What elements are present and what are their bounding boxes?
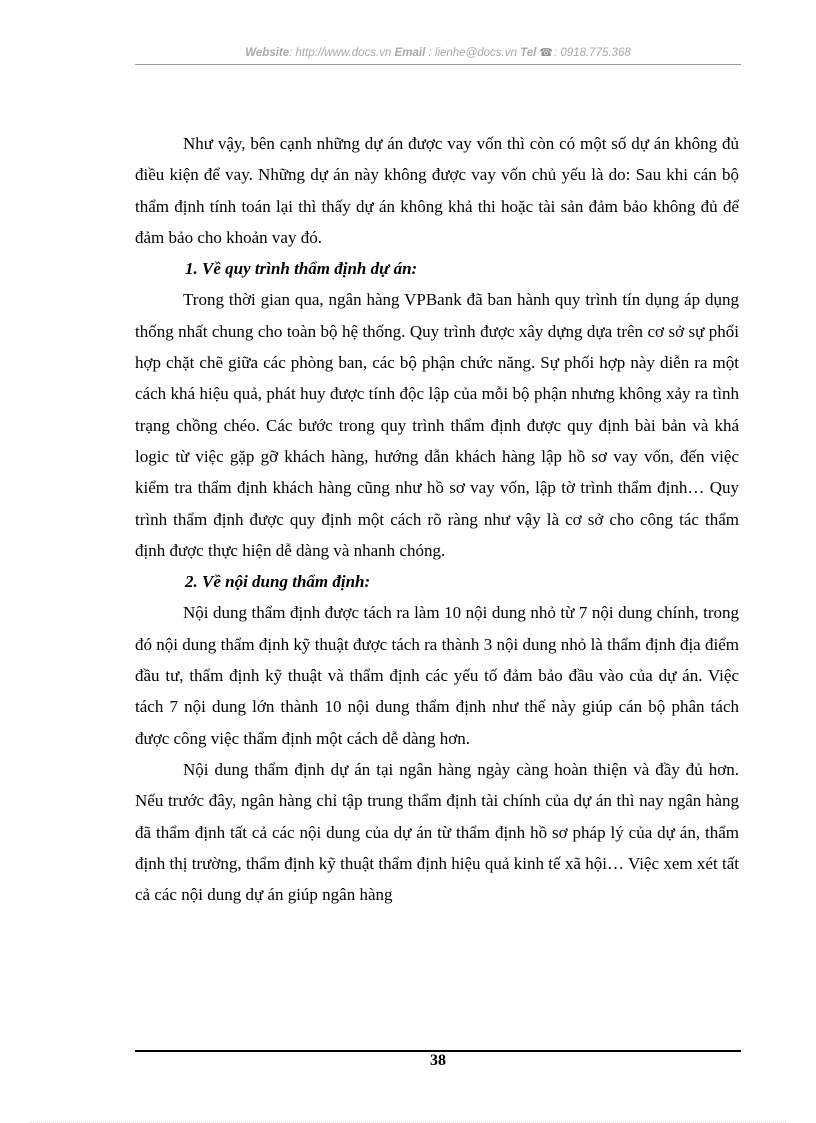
- tel-label: Tel: [520, 47, 537, 59]
- phone-icon: ☎: [539, 47, 553, 59]
- paragraph-intro: Như vậy, bên cạnh những dự án được vay vốn thì còn có một số dự án không đủ điều kiện để vay. Những dự án này không được vay vốn chủ yếu là do: Sau khi cán bộ thẩm định tính toán lại thì thấy dự án không khả thi hoặc tài sản đảm bảo không đủ để đảm bảo cho khoản vay đó.: [135, 134, 739, 247]
- header-divider: [135, 64, 741, 65]
- email-value: : lienhe@docs.vn: [428, 47, 517, 59]
- tel-value: : 0918.775.368: [554, 47, 631, 59]
- section-heading-content: 2. Về nội dung thẩm định:: [185, 572, 371, 592]
- page-body: [135, 128, 739, 910]
- page-header: [135, 46, 741, 59]
- email-label: Email: [394, 47, 426, 59]
- section-heading-process: 1. Về quy trình thẩm định dự án:: [185, 259, 418, 279]
- website-label: Website: [245, 47, 290, 59]
- page-number: 38: [430, 1052, 446, 1069]
- website-value: : http://www.docs.vn: [289, 47, 392, 59]
- paragraph-process: Trong thời gian qua, ngân hàng VPBank đã ban hành quy trình tín dụng áp dụng thống nhất chung cho toàn bộ hệ thống. Quy trình được xây dựng dựa trên cơ sở sự phối hợp chặt chẽ giữa các phòng ban, các bộ phận chức năng. Sự phối hợp này diễn ra một cách khá hiệu quả, phát huy được tính độc lập của mỗi bộ phận nhưng không xảy ra tình trạng chồng chéo. Các bước trong quy trình thẩm định được quy định bài bản và khá logic từ việc gặp gỡ khách hàng, hướng dẫn khách hàng lập hồ sơ vay vốn, đến việc kiểm tra thẩm định khách hàng cũng như hồ sơ vay vốn, lập tờ trình thẩm định… Quy trình thẩm định được quy định một cách rõ ràng như vậy là cơ sở cho công tác thẩm định được thực hiện dễ dàng và nhanh chóng.: [135, 290, 739, 560]
- paragraph-content-complete: Nội dung thẩm định dự án tại ngân hàng ngày càng hoàn thiện và đầy đủ hơn. Nếu trước đây, ngân hàng chỉ tập trung thẩm định tài chính của dự án thì nay ngân hàng đã thẩm định tất cả các nội dung của dự án từ thẩm định hồ sơ pháp lý của dự án, thẩm định thị trường, thẩm định kỹ thuật thẩm định hiệu quả kinh tế xã hội… Việc xem xét tất cả các nội dung dự án giúp ngân hàng: [135, 759, 739, 905]
- paragraph-content-split: Nội dung thẩm định được tách ra làm 10 nội dung nhỏ từ 7 nội dung chính, trong đó nội dung thẩm định kỹ thuật được tách ra thành 3 nội dung nhỏ là thẩm định địa điểm đầu tư, thẩm định kỹ thuật và thẩm định các yếu tố đảm bảo đầu vào của dự án. Việc tách 7 nội dung lớn thành 10 nội dung thẩm định như thế này giúp cán bộ phân tách được công việc thẩm định một cách dễ dàng hơn.: [135, 603, 739, 748]
